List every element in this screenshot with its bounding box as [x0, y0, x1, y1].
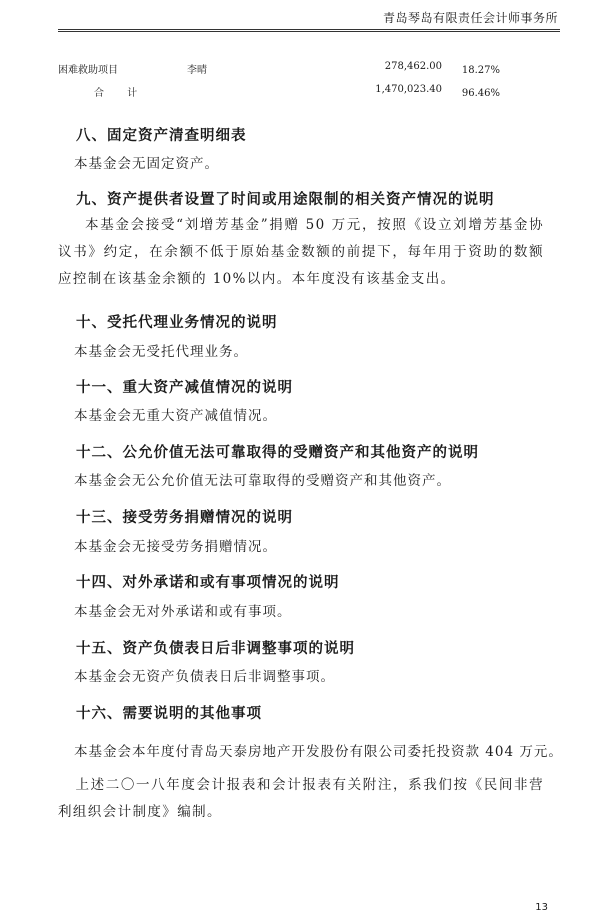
firm-name: 青岛琴岛有限责任会计师事务所 — [382, 11, 558, 25]
row-person: 李晴 — [187, 65, 207, 76]
section-body: 本基金会接受“刘增芳基金”捐赠 50 万元，按照《设立刘增芳基金协议书》约定，在余额不低于原始基金数额的前提下，每年用于资助的数额应控制在该基金余额的 10%以内。本年度没有该基金支出。 — [58, 217, 544, 287]
header-rule-double — [58, 31, 560, 32]
section-heading: 十五、资产负债表日后非调整事项的说明 — [76, 640, 355, 657]
row-item: 合 计 — [94, 88, 148, 99]
section-heading: 八、固定资产清查明细表 — [76, 127, 247, 144]
row-amount: 1,470,023.40 — [375, 84, 442, 95]
section-body: 本基金会无受托代理业务。 — [74, 344, 248, 360]
section-body: 本基金会本年度付青岛天泰房地产开发股份有限公司委托投资款 404 万元。 — [74, 744, 563, 760]
section-body: 本基金会无重大资产减值情况。 — [74, 408, 277, 424]
section-body: 本基金会无接受劳务捐赠情况。 — [74, 539, 277, 555]
section-heading: 九、资产提供者设置了时间或用途限制的相关资产情况的说明 — [76, 191, 495, 208]
row-item: 困难救助项目 — [58, 65, 118, 76]
header-rule — [58, 29, 560, 30]
table-row-total — [0, 84, 604, 104]
section-body: 本基金会无固定资产。 — [74, 156, 219, 172]
section-body: 本基金会无资产负债表日后非调整事项。 — [74, 669, 335, 685]
table-row — [0, 61, 604, 81]
section-heading: 十、受托代理业务情况的说明 — [76, 314, 278, 331]
section-heading: 十六、需要说明的其他事项 — [76, 705, 262, 722]
section-body: 本基金会无公允价值无法可靠取得的受赠资产和其他资产。 — [74, 473, 451, 489]
row-amount: 278,462.00 — [384, 61, 442, 72]
closing-paragraph: 上述二〇一八年度会计报表和会计报表有关附注，系我们按《民间非营利组织会计制度》编制。 — [58, 777, 544, 820]
section-heading: 十四、对外承诺和或有事项情况的说明 — [76, 574, 340, 591]
section-body: 本基金会无对外承诺和或有事项。 — [74, 604, 292, 620]
section-heading: 十三、接受劳务捐赠情况的说明 — [76, 509, 293, 526]
row-ratio: 18.27% — [461, 65, 500, 76]
row-ratio: 96.46% — [461, 88, 500, 99]
page-number: 13 — [535, 902, 548, 913]
section-heading: 十二、公允价值无法可靠取得的受赠资产和其他资产的说明 — [76, 444, 479, 461]
section-heading: 十一、重大资产减值情况的说明 — [76, 379, 293, 396]
